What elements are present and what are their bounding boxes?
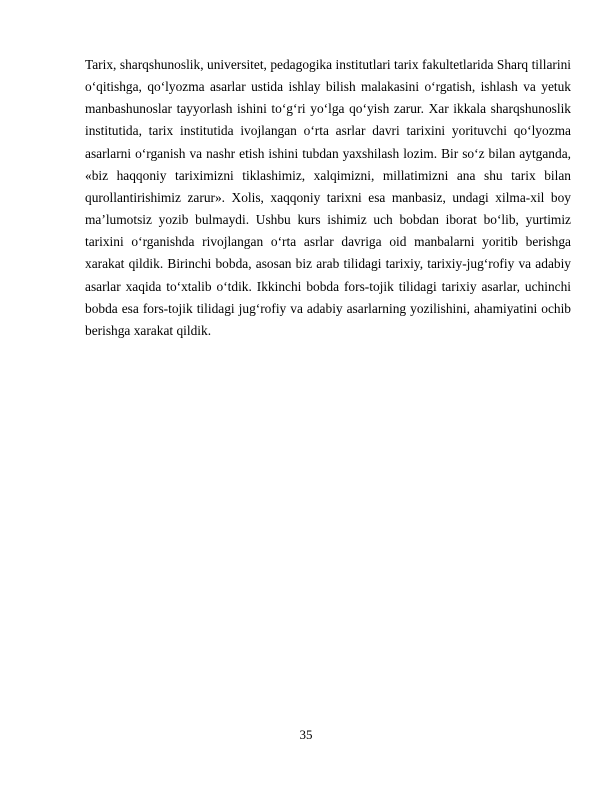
body-paragraph: Tarix, sharqshunoslik, universitet, pedagogika institutlari tarix fakultetlarida Sharq tillarini o‘qitishga, qo‘lyozma asarlar ustida ishlay bilish malakasini o‘rgatish, ishlash va yetuk manbashunoslar tayyorlash ishini to‘g‘ri yo‘lga qo‘yish zarur. Xar ikkala sharqshunoslik institutida, tarix institutida ivojlangan o‘rta asrlar davri tarixini yorituvchi qo‘lyozma asarlarni o‘rganish va nashr etish ishini tubdan yaxshilash lozim. Bir so‘z bilan aytganda, «biz haqqoniy tariximizni tiklashimiz, xalqimizni, millatimizni ana shu tarix bilan qurollantirishimiz zarur». Xolis, xaqqoniy tarixni esa manbasiz, undagi xilma-xil boy ma’lumotsiz yozib bulmaydi. Ushbu kurs ishimiz uch bobdan iborat bo‘lib, yurtimiz tarixini o‘rganishda rivojlangan o‘rta asrlar davriga oid manbalarni yoritib berishga xarakat qildik. Birinchi bobda, asosan biz arab tilidagi tarixiy, tarixiy-jug‘rofiy va adabiy asarlar xaqida to‘xtalib o‘tdik. Ikkinchi bobda fors-tojik tilidagi tarixiy asarlar, uchinchi bobda esa fors-tojik tilidagi jug‘rofiy va adabiy asarlarning yozilishini, ahamiyatini ochib berishga xarakat qildik. xyxy=(85,57,571,338)
page-number: 35 xyxy=(299,727,313,742)
